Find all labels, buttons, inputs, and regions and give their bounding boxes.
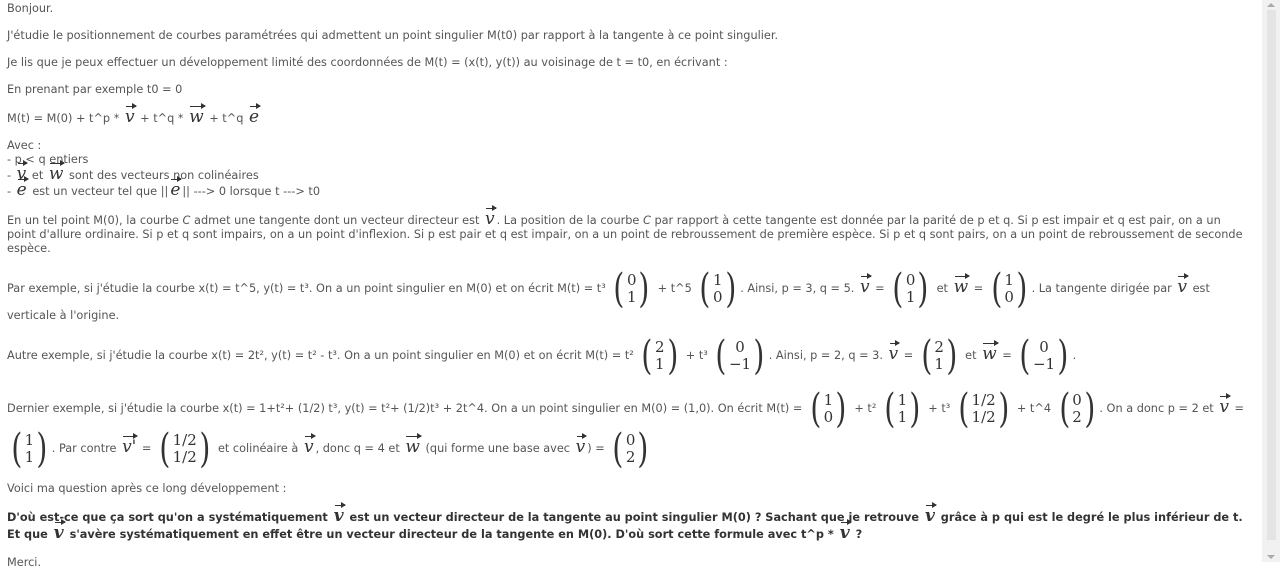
column-vector bbox=[713, 333, 766, 379]
text: + t^5 bbox=[654, 282, 696, 295]
vector-v: v bbox=[1219, 397, 1229, 417]
left-paren: ( bbox=[1058, 386, 1070, 432]
text: . Par contre bbox=[51, 442, 121, 455]
matrix-entry: −1 bbox=[728, 355, 752, 373]
text: En un tel point M(0), la courbe bbox=[7, 214, 183, 227]
text: . La tangente dirigée par bbox=[1031, 282, 1176, 295]
matrix-entries bbox=[1072, 392, 1082, 426]
vector-v: v bbox=[859, 277, 870, 297]
vector-v: v bbox=[124, 107, 135, 127]
text: (qui forme une base avec bbox=[421, 442, 574, 455]
text: + t^q bbox=[205, 112, 247, 125]
text: et bbox=[961, 349, 981, 362]
left-paren: ( bbox=[159, 426, 171, 472]
paragraph bbox=[7, 386, 1252, 472]
matrix-entry: 1 bbox=[1004, 271, 1014, 289]
left-paren: ( bbox=[884, 386, 896, 432]
vector-w: w bbox=[953, 277, 969, 297]
forum-post-body bbox=[7, 2, 1252, 583]
matrix-entries bbox=[1033, 339, 1055, 373]
column-vector bbox=[610, 426, 651, 472]
text: + t^q * bbox=[136, 112, 188, 125]
matrix-entry: 0 bbox=[735, 338, 745, 356]
text: = bbox=[138, 442, 155, 455]
matrix-entry: 1 bbox=[934, 355, 944, 373]
matrix-entry: 0 bbox=[625, 431, 636, 449]
text: J'étudie le positionnement de courbes paramétrées qui admettent un point singulier M(t0) par rapport à la tangente à ce point singulier. bbox=[7, 29, 779, 42]
text: Autre exemple, si j'étudie la courbe x(t) = 2t², y(t) = t² - t³. On a un point singulier en M(0) et on écrit M(t) = t² bbox=[7, 349, 638, 362]
text: , donc q = 4 et bbox=[315, 442, 404, 455]
matrix-entries bbox=[25, 432, 35, 466]
right-paren: ) bbox=[638, 266, 650, 312]
vector-v-prime: v' bbox=[122, 437, 137, 457]
left-paren: ( bbox=[991, 266, 1003, 312]
matrix-entry: 1 bbox=[713, 271, 723, 289]
text: grâce à p qui est le degré le plus inférieur de t. Et que bbox=[7, 511, 1243, 541]
vector-v: v bbox=[333, 506, 344, 526]
left-paren: ( bbox=[921, 333, 933, 379]
vector-v: v bbox=[888, 344, 899, 364]
matrix-entry: 2 bbox=[1072, 408, 1082, 426]
matrix-entries bbox=[934, 339, 944, 373]
left-paren: ( bbox=[958, 386, 970, 432]
text: En prenant par exemple t0 = 0 bbox=[7, 83, 183, 96]
matrix-entry: 0 bbox=[823, 408, 834, 426]
matrix-entry: 1 bbox=[897, 391, 908, 409]
paragraph bbox=[7, 333, 1252, 379]
text: et bbox=[28, 169, 47, 182]
text: . Ainsi, p = 3, q = 5. bbox=[740, 282, 858, 295]
matrix-entry: 1 bbox=[626, 288, 637, 306]
matrix-entries bbox=[972, 392, 996, 426]
matrix-entries bbox=[713, 272, 723, 306]
column-vector bbox=[989, 266, 1030, 312]
column-vector bbox=[611, 266, 652, 312]
left-paren: ( bbox=[613, 266, 625, 312]
right-paren: ) bbox=[1016, 266, 1028, 312]
right-paren: ) bbox=[753, 333, 765, 379]
matrix-entry: 1 bbox=[655, 355, 665, 373]
matrix-entries bbox=[906, 272, 916, 306]
text: Par exemple, si j'étudie la courbe x(t) = t^5, y(t) = t³. On a un point singulier en M(0) et on écrit M(t) = t³ bbox=[7, 282, 610, 295]
text: - p < q entiers bbox=[7, 153, 89, 166]
matrix-entry: −1 bbox=[1032, 355, 1056, 373]
text: = bbox=[998, 349, 1016, 362]
matrix-entry: 0 bbox=[1004, 288, 1014, 306]
vector-v: v bbox=[924, 506, 935, 526]
matrix-entry: 1 bbox=[897, 408, 908, 426]
paragraph bbox=[7, 482, 1252, 496]
left-paren: ( bbox=[1019, 333, 1031, 379]
right-paren: ) bbox=[199, 426, 211, 472]
text: Je lis que je peux effectuer un développement limité des coordonnées de M(t) = (x(t), y(t)) au voisinage de t = t0, en écrivant : bbox=[7, 56, 728, 69]
left-paren: ( bbox=[641, 333, 653, 379]
vector-w: w bbox=[982, 344, 997, 364]
right-paren: ) bbox=[1057, 333, 1069, 379]
text: s'avère systématiquement en effet être un vecteur directeur de la tangente en M(0). D'où sort cette formule avec t^p * bbox=[65, 528, 838, 541]
question-paragraph bbox=[7, 506, 1252, 543]
paragraph bbox=[7, 209, 1252, 256]
left-paren: ( bbox=[11, 426, 23, 472]
matrix-entries bbox=[173, 432, 197, 466]
matrix-entries bbox=[626, 432, 636, 466]
column-vector bbox=[1017, 333, 1070, 379]
matrix-entry: 2 bbox=[625, 448, 636, 466]
text: Dernier exemple, si j'étudie la courbe x(t) = 1+t²+ (1/2) t³, y(t) = t²+ (1/2)t³ + 2t^4. On a un point singulier en M(0) = (1,0). On écrit M(t) = bbox=[7, 402, 806, 415]
matrix-entry: 1/2 bbox=[971, 408, 996, 426]
vector-v: v bbox=[1177, 277, 1188, 297]
column-vector bbox=[9, 426, 50, 472]
vector-w: w bbox=[189, 107, 204, 127]
left-paren: ( bbox=[715, 333, 727, 379]
matrix-entry: 0 bbox=[1039, 338, 1049, 356]
vector-e: e bbox=[170, 180, 181, 200]
text: par rapport à cette tangente est donnée par la parité de p et q. Si p est impair et q est pair, on a un point d'allure ordinaire. Si p et q sont impairs, on a un point d'inflexion. Si p est pair et q est impair, on a un point de rebroussement de première espèce. Si p et q sont pairs, on a un point de rebroussement de seconde espèce. bbox=[7, 214, 1243, 255]
matrix-entries bbox=[627, 272, 637, 306]
paragraph bbox=[7, 83, 1252, 97]
matrix-entry: 1/2 bbox=[971, 391, 996, 409]
text: Avec : bbox=[7, 139, 42, 152]
right-paren: ) bbox=[835, 386, 847, 432]
paragraph bbox=[7, 556, 1252, 570]
paragraph bbox=[7, 29, 1252, 43]
matrix-entry: 0 bbox=[1072, 391, 1082, 409]
paragraph bbox=[7, 2, 1252, 16]
left-paren: ( bbox=[612, 426, 624, 472]
vector-v: v bbox=[839, 523, 850, 543]
right-paren: ) bbox=[909, 386, 921, 432]
matrix-entry: 2 bbox=[655, 338, 665, 356]
curve-symbol: C bbox=[182, 214, 191, 227]
matrix-entry: 1/2 bbox=[172, 448, 197, 466]
text: et colinéaire à bbox=[214, 442, 302, 455]
left-paren: ( bbox=[892, 266, 904, 312]
matrix-entries bbox=[655, 339, 665, 373]
matrix-entries bbox=[729, 339, 751, 373]
column-vector bbox=[956, 386, 1011, 432]
paragraph bbox=[7, 107, 1252, 127]
matrix-entry: 1/2 bbox=[172, 431, 197, 449]
text: = bbox=[900, 349, 917, 362]
column-vector bbox=[890, 266, 931, 312]
text: Merci. bbox=[7, 556, 42, 569]
vector-v: v bbox=[16, 164, 27, 184]
column-vector bbox=[919, 333, 960, 379]
text: + t² bbox=[850, 402, 880, 415]
text: Bonjour. bbox=[7, 2, 54, 15]
right-paren: ) bbox=[36, 426, 48, 472]
matrix-entries bbox=[898, 392, 908, 426]
text: ? bbox=[851, 528, 863, 541]
left-paren: ( bbox=[699, 266, 711, 312]
text: sont des vecteurs non colinéaires bbox=[65, 169, 259, 182]
vector-w: w bbox=[405, 437, 420, 457]
right-paren: ) bbox=[666, 333, 678, 379]
right-paren: ) bbox=[724, 266, 736, 312]
matrix-entry: 1 bbox=[24, 431, 35, 449]
vector-e: e bbox=[248, 107, 260, 127]
matrix-entry: 0 bbox=[713, 288, 723, 306]
text: D'où est-ce que ça sort qu'on a systématiquement bbox=[7, 511, 332, 524]
right-paren: ) bbox=[998, 386, 1009, 432]
text: admet une tangente dont un vecteur directeur est bbox=[190, 214, 484, 227]
right-paren: ) bbox=[917, 266, 929, 312]
column-vector bbox=[157, 426, 212, 472]
paragraph bbox=[7, 266, 1252, 323]
text: est un vecteur tel que || bbox=[28, 185, 169, 198]
column-vector bbox=[697, 266, 738, 312]
text: || ---> 0 lorsque t ---> t0 bbox=[182, 185, 321, 198]
text: = bbox=[1230, 402, 1244, 415]
vector-e: e bbox=[16, 180, 27, 200]
curve-symbol: C bbox=[642, 214, 651, 227]
scrollbar[interactable] bbox=[1262, 0, 1280, 562]
column-vector bbox=[1057, 386, 1098, 432]
right-paren: ) bbox=[946, 333, 958, 379]
vector-w: w bbox=[48, 164, 64, 184]
text: = bbox=[871, 282, 889, 295]
text: - bbox=[7, 169, 15, 182]
paragraph bbox=[7, 139, 1252, 199]
text: + t³ bbox=[682, 349, 712, 362]
text: + t³ bbox=[924, 402, 954, 415]
text: . On a donc p = 2 et bbox=[1099, 402, 1218, 415]
text: est un vecteur directeur de la tangente au point singulier M(0) ? Sachant que je retrouve bbox=[345, 511, 923, 524]
text: et bbox=[933, 282, 952, 295]
matrix-entry: 1 bbox=[823, 391, 834, 409]
vector-v: v bbox=[485, 209, 495, 229]
column-vector bbox=[882, 386, 923, 432]
matrix-entry: 0 bbox=[626, 271, 637, 289]
text: . Ainsi, p = 2, q = 3. bbox=[768, 349, 887, 362]
column-vector bbox=[808, 386, 849, 432]
text: . bbox=[1072, 349, 1077, 362]
matrix-entries bbox=[1004, 272, 1014, 306]
scrollbar-thumb[interactable] bbox=[1267, 10, 1276, 540]
matrix-entry: 0 bbox=[905, 271, 916, 289]
scroll-up-arrow-icon[interactable] bbox=[1267, 3, 1275, 7]
text: Voici ma question après ce long développement : bbox=[7, 482, 287, 495]
text: ) = bbox=[587, 442, 609, 455]
text: est verticale à l'origine. bbox=[7, 282, 1210, 322]
scroll-down-arrow-icon[interactable] bbox=[1267, 555, 1275, 559]
left-paren: ( bbox=[810, 386, 822, 432]
vector-v: v bbox=[575, 437, 586, 457]
text: + t^4 bbox=[1013, 402, 1055, 415]
text: M(t) = M(0) + t^p * bbox=[7, 112, 123, 125]
right-paren: ) bbox=[1084, 386, 1096, 432]
paragraph bbox=[7, 56, 1252, 70]
matrix-entry: 1 bbox=[24, 448, 35, 466]
matrix-entry: 2 bbox=[934, 338, 944, 356]
text: = bbox=[970, 282, 987, 295]
text: - bbox=[7, 185, 15, 198]
text: . La position de la courbe bbox=[496, 214, 643, 227]
vector-v: v bbox=[53, 523, 64, 543]
column-vector bbox=[639, 333, 680, 379]
vector-v: v bbox=[303, 437, 314, 457]
matrix-entries bbox=[824, 392, 834, 426]
matrix-entry: 1 bbox=[905, 288, 916, 306]
right-paren: ) bbox=[637, 426, 649, 472]
